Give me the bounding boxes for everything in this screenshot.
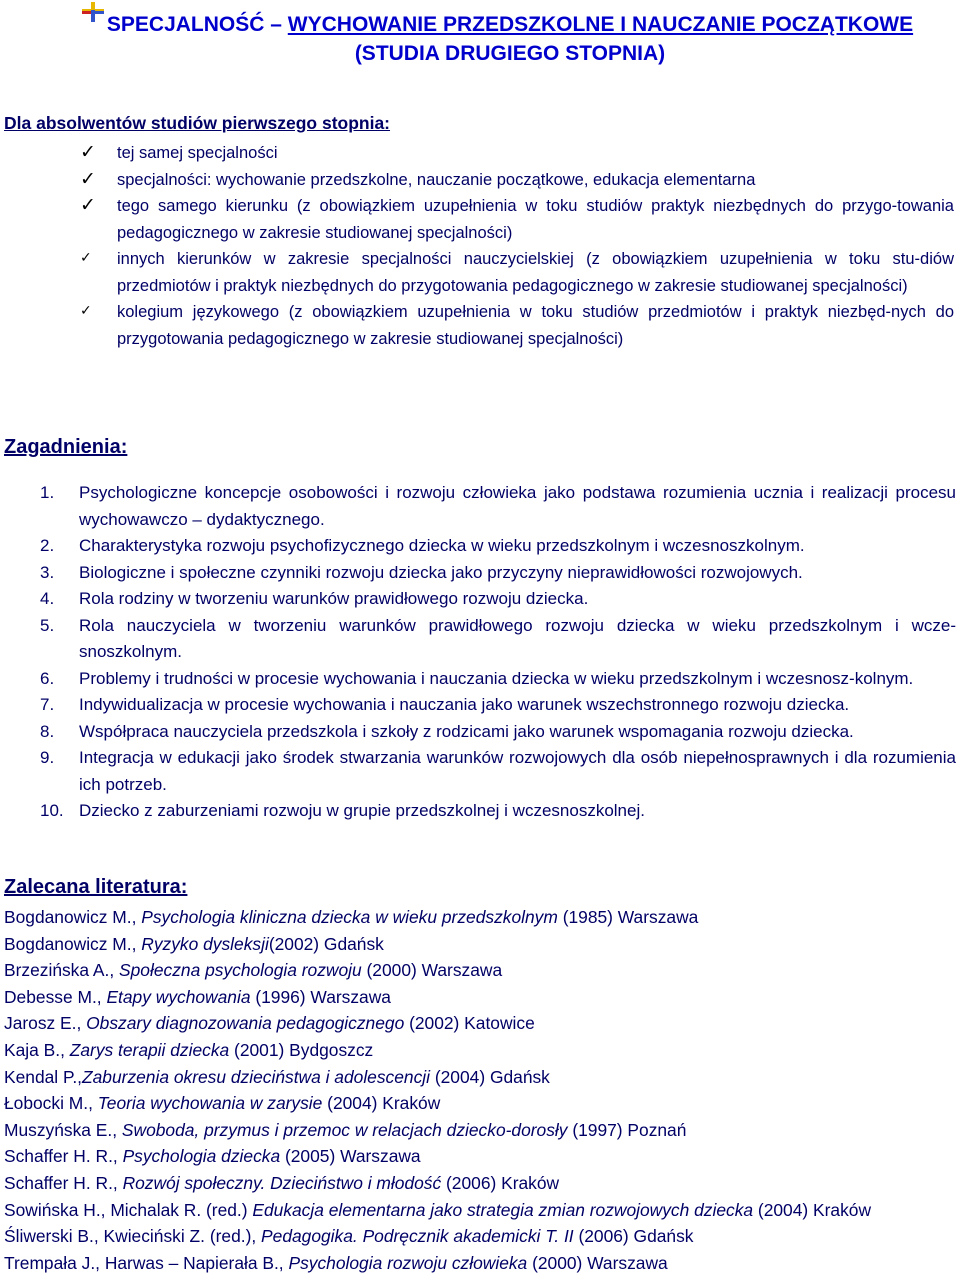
topic-item: 7. Indywidualizacja w procesie wychowania i nauczania jako warunek wszechstronnego rozwoju dziecka.	[40, 695, 850, 714]
topic-item: 9. Integracja w edukacji jako środek stwarzania warunków rozwojowych dla osób niepełnosprawnych i dla rozumienia ich potrzeb.	[40, 748, 956, 794]
topic-item: 2. Charakterystyka rozwoju psychofizycznego dziecka w wieku przedszkolnym i wczesnoszkolnym.	[40, 536, 805, 555]
literature-item: Schaffer H. R., Psychologia dziecka (2005) Warszawa	[4, 1146, 421, 1167]
checkmark-icon: ✓	[80, 195, 96, 216]
literature-list	[4, 904, 954, 1276]
literature-item: Sowińska H., Michalak R. (red.) Edukacja elementarna jako strategia zmian rozwojowych dziecka (2004) Kraków	[4, 1199, 872, 1220]
literature-item: Jarosz E., Obszary diagnozowania pedagogicznego (2002) Katowice	[4, 1013, 535, 1034]
title-main: WYCHOWANIE PRZEDSZKOLNE I NAUCZANIE POCZĄTKOWE	[287, 13, 914, 36]
literature-item: Łobocki M., Teoria wychowania w zarysie (2004) Kraków	[4, 1093, 441, 1114]
topic-item: 1. Psychologiczne koncepcje osobowości i rozwoju człowieka jako podstawa rozumienia ucznia i realizacji procesu wychowawczo – dydaktycznego.	[40, 483, 956, 529]
topic-item: 8. Współpraca nauczyciela przedszkola i szkoły z rodzicami jako warunek wspomagania rozwoju dziecka.	[40, 721, 854, 741]
eligibility-item: ✓ tego samego kierunku (z obowiązkiem uzupełnienia w toku studiów praktyk niezbędnych do przygo-towania pedagogicznego w zakresie studiowanej specjalności)	[80, 195, 954, 242]
topic-item: 4. Rola rodziny w tworzeniu warunków prawidłowego rozwoju dziecka.	[40, 589, 589, 608]
literature-heading: Zalecana literatura:	[4, 876, 188, 898]
topic-item: 3. Biologiczne i społeczne czynniki rozwoju dziecka jako przyczyny nieprawidłowości rozwojowych.	[40, 562, 803, 582]
eligibility-heading: Dla absolwentów studiów pierwszego stopnia:	[4, 113, 391, 133]
topics-list	[0, 480, 960, 825]
literature-item: Brzezińska A., Społeczna psychologia rozwoju (2000) Warszawa	[4, 960, 503, 981]
eligibility-list	[0, 140, 960, 352]
eligibility-item: ✓ specjalności: wychowanie przedszkolne, nauczanie początkowe, edukacja elementarna	[0, 167, 960, 194]
topic-item: 5. Rola nauczyciela w tworzeniu warunków prawidłowego rozwoju dziecka w wieku przedszkolnym i wcze-snoszkolnym.	[40, 615, 956, 661]
checkmark-icon: ✓	[80, 302, 92, 318]
literature-item: Schaffer H. R., Rozwój społeczny. Dzieciństwo i młodość (2006) Kraków	[4, 1172, 560, 1193]
title-prefix: SPECJALNOŚĆ –	[106, 13, 288, 36]
literature-item: Kendal P.,Zaburzenia okresu dzieciństwa i adolescencji (2004) Gdańsk	[4, 1066, 550, 1087]
eligibility-item: ✓ tej samej specjalności	[0, 140, 960, 167]
literature-item: Śliwerski B., Kwieciński Z. (red.), Pedagogika. Podręcznik akademicki T. II (2006) Gdańsk	[4, 1226, 694, 1247]
eligibility-item: ✓ kolegium językowego (z obowiązkiem uzupełnienia w toku studiów przedmiotów i praktyk niezbęd-nych do przygotowania pedagogicznego w zakresie studiowanej specjalności)	[0, 299, 960, 352]
literature-item: Trempała J., Harwas – Napierała B., Psychologia rozwoju człowieka (2000) Warszawa	[4, 1252, 668, 1273]
document-title	[0, 10, 960, 68]
literature-item: Kaja B., Zarys terapii dziecka (2001) Bydgoszcz	[4, 1039, 374, 1060]
topic-item: 6. Problemy i trudności w procesie wychowania i nauczania dziecka w wieku przedszkolnym i wczesnosz-kolnym.	[40, 668, 914, 688]
checkmark-icon: ✓	[80, 142, 96, 163]
literature-item: Bogdanowicz M., Psychologia kliniczna dziecka w wieku przedszkolnym (1985) Warszawa	[4, 907, 699, 927]
topic-item: 10. Dziecko z zaburzeniami rozwoju w grupie przedszkolnej i wczesnoszkolnej.	[40, 801, 645, 820]
checkmark-icon: ✓	[80, 249, 92, 265]
literature-item: Debesse M., Etapy wychowania (1996) Warszawa	[4, 986, 391, 1007]
literature-item: Muszyńska E., Swoboda, przymus i przemoc w relacjach dziecko-dorosły (1997) Poznań	[4, 1119, 687, 1140]
eligibility-item: ✓ innych kierunków w zakresie specjalności nauczycielskiej (z obowiązkiem uzupełnienia w toku stu-diów przedmiotów i praktyk niezbędnych do przygotowania pedagogicznego w zakresie studiowanej specjalności)	[0, 246, 960, 299]
checkmark-icon: ✓	[80, 168, 96, 190]
literature-item: Bogdanowicz M., Ryzyko dysleksji(2002) Gdańsk	[4, 933, 384, 954]
topics-heading: Zagadnienia:	[4, 436, 128, 458]
title-subtitle: (STUDIA DRUGIEGO STOPNIA)	[354, 42, 666, 65]
